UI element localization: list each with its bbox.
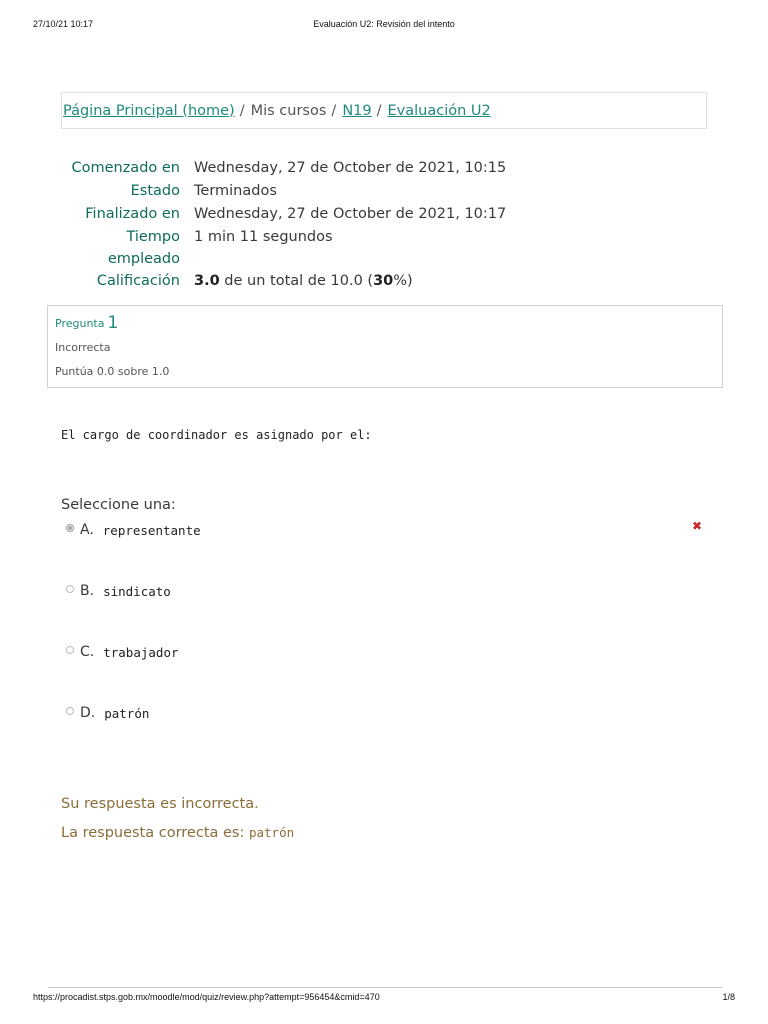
print-title: Evaluación U2: Revisión del intento [313,19,455,29]
started-label: Comenzado en [71,160,180,176]
breadcrumb-my-courses: Mis cursos [250,102,327,119]
option-text: sindicato [103,583,171,599]
time-label [60,226,194,270]
breadcrumb-separator: / [239,102,245,119]
breadcrumb-separator: / [376,102,382,119]
right-answer-value: patrón [248,825,295,840]
breadcrumb-home-link[interactable]: Página Principal (home) [63,102,235,119]
option-letter: C. [80,644,95,660]
question-info-box [47,305,723,388]
radio-button[interactable] [66,646,74,654]
answer-option-c[interactable] [66,644,179,660]
question-number-value: 1 [107,313,119,333]
question-state: Incorrecta [55,341,111,354]
print-footer [0,992,768,1006]
grade-percent: 30 [373,273,394,289]
answer-option-d[interactable] [66,705,149,721]
grade-text-2: %) [393,273,413,289]
option-text: trabajador [103,644,179,660]
started-value: Wednesday, 27 de October de 2021, 10:15 [194,160,507,176]
answer-option-b[interactable] [66,583,171,599]
breadcrumb-separator: / [331,102,337,119]
radio-button[interactable] [66,585,74,593]
summary-row-time [60,226,506,270]
summary-row-started [60,157,506,180]
attempt-summary [60,157,506,293]
question-number [55,313,118,333]
radio-button[interactable] [66,707,74,715]
option-letter: B. [80,583,95,599]
state-label: Estado [130,183,180,199]
feedback-incorrect: Su respuesta es incorrecta. [61,796,259,812]
time-value: 1 min 11 segundos [194,229,333,245]
question-label: Pregunta [55,317,105,330]
breadcrumb-quiz-link[interactable]: Evaluación U2 [387,102,491,119]
time-label-line-1: Tiempo [126,229,180,245]
summary-row-grade [60,270,506,293]
grade-text-1: de un total de 10.0 ( [224,273,374,289]
answer-option-a[interactable] [66,522,201,538]
print-page-number: 1/8 [722,992,735,1002]
option-letter: D. [80,705,96,721]
print-datetime: 27/10/21 10:17 [33,19,94,29]
option-text: representante [102,522,201,538]
breadcrumb-course-link[interactable]: N19 [342,102,372,119]
right-answer-label: La respuesta correcta es: [61,825,245,841]
summary-row-finished [60,203,506,226]
print-url: https://procadist.stps.gob.mx/moodle/mod/quiz/review.php?attempt=956454&cmid=470 [33,992,380,1002]
breadcrumb [61,92,707,129]
grade-score: 3.0 [194,273,220,289]
footer-divider [48,987,722,988]
question-grade: Puntúa 0.0 sobre 1.0 [55,365,170,378]
option-letter: A. [80,522,94,538]
print-header [0,19,768,33]
state-value: Terminados [194,183,277,199]
grade-value [194,270,413,293]
incorrect-x-icon: ✖ [692,519,703,533]
finished-value: Wednesday, 27 de October de 2021, 10:17 [194,206,507,222]
question-text: El cargo de coordinador es asignado por el: [61,428,372,442]
radio-button[interactable] [66,524,74,532]
answer-prompt: Seleccione una: [61,497,176,513]
option-text: patrón [104,705,150,721]
finished-label: Finalizado en [85,206,180,222]
summary-row-state [60,180,506,203]
time-label-line-2: empleado [107,251,180,267]
right-answer [61,825,294,841]
grade-label: Calificación [96,273,180,289]
